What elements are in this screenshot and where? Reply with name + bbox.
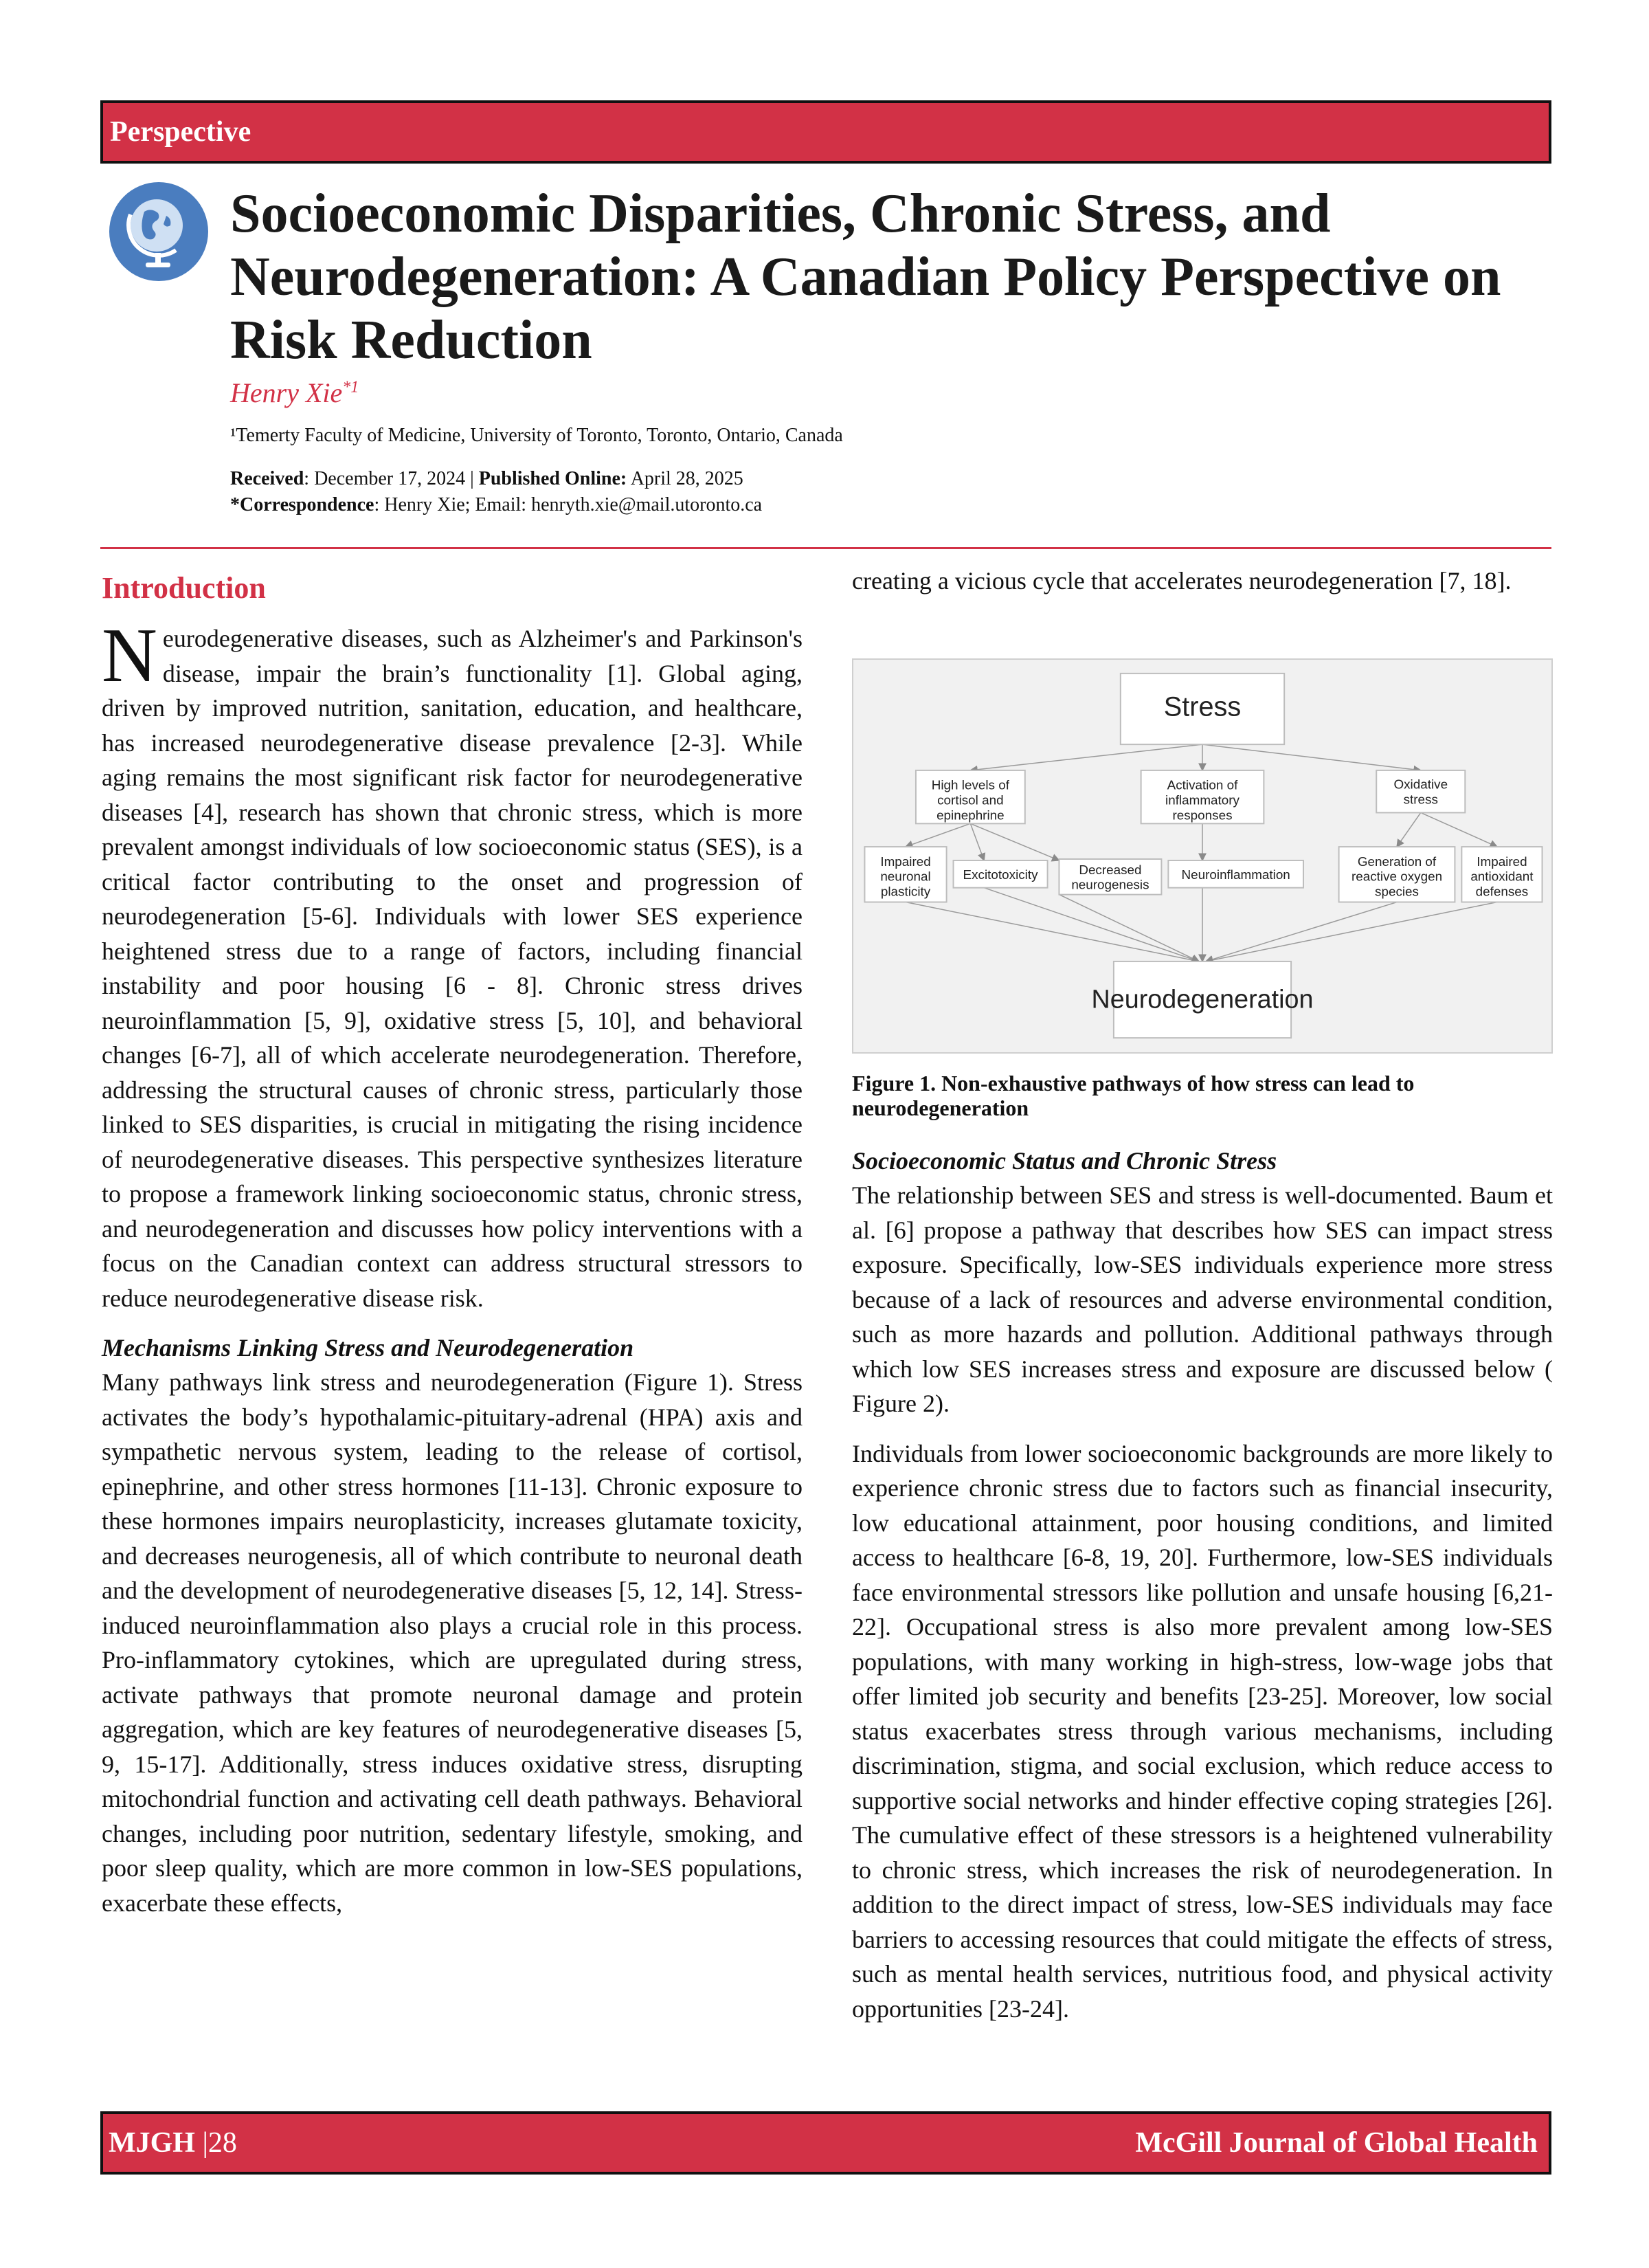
node-oxidative: Oxidative stress (1393, 777, 1448, 807)
node-stress: Stress (1163, 691, 1242, 722)
node-plasticity: Impaired neuronal plasticity (880, 854, 931, 899)
right-column-top (852, 564, 1553, 599)
section-banner (100, 100, 1551, 164)
affiliation: ¹Temerty Faculty of Medicine, University of Toronto, Toronto, Ontario, Canada (230, 425, 843, 446)
node-inflammatory: Activation of inflammatory responses (1165, 777, 1239, 823)
correspondence-value: : Henry Xie; Email: henryth.xie@mail.utoronto.ca (374, 494, 763, 515)
node-ros: Generation of reactive oxygen species (1351, 854, 1443, 899)
ses-paragraph-1: The relationship between SES and stress is well-documented. Baum et al. [6] propose a pathway that describes how SES can impact stress exposure. Specifically, low-SES individuals experience more stress because of a lack of resources and adverse environmental condition, such as more hazards and pollution. Additional pathways through which low SES increases stress and exposure are discussed below ( Figure 2). (852, 1181, 1553, 1417)
right-column-bottom (852, 1144, 1553, 2026)
globe-icon (107, 180, 210, 283)
published-label: Published Online: (478, 468, 627, 489)
author-name: Henry Xie (230, 377, 343, 408)
footer-left (109, 2126, 237, 2159)
received-label: Received (230, 468, 304, 489)
ses-paragraph-2: Individuals from lower socioeconomic backgrounds are more likely to experience chronic stress due to factors such as financial insecurity, low educational attainment, poor housing conditions, and limited access to healthcare [6-8, 19, 20]. Furthermore, low-SES individuals face environmental stressors like pollution and unsafe housing [6,21-22]. Occupational stress is also more prevalent among low-SES populations, with many working in high-stress, low-wage jobs that offer limited job security and benefits [23-25]. Moreover, low social status exacerbates stress through various mechanisms, including discrimination, stigma, and social exclusion, which reduce access to supportive social networks and hinder effective coping strategies [26]. The cumulative effect of these stressors is a heightened vulnerability to chronic stress, which increases the risk of neurodegeneration. In addition to the direct impact of stress, low-SES individuals may face barriers to accessing resources that could mitigate the effects of stress, such as mental health services, nutritious food, and physical activity opportunities [23-24]. (852, 1439, 1553, 2023)
journal-name: McGill Journal of Global Health (1135, 2127, 1538, 2159)
node-neurodegeneration: Neurodegeneration (1091, 984, 1314, 1014)
continuation-paragraph: creating a vicious cycle that accelerates neurodegeneration [7, 18]. (852, 567, 1512, 594)
figure-1 (852, 658, 1553, 1054)
received-value: : December 17, 2024 | (304, 468, 479, 489)
node-neurogenesis: Decreased neurogenesis (1071, 862, 1149, 892)
section-label: Perspective (110, 116, 251, 148)
left-column (102, 564, 803, 1920)
page-number: |28 (194, 2127, 237, 2159)
node-antioxidant: Impaired antioxidant defenses (1470, 854, 1534, 899)
stress-pathway-diagram (853, 660, 1551, 1052)
intro-paragraph (102, 613, 803, 1315)
mechanisms-heading: Mechanisms Linking Stress and Neurodegeneration (102, 1334, 634, 1361)
article-title: Socioeconomic Disparities, Chronic Stress, and Neurodegeneration: A Canadian Policy Perspective on Risk Reduction (230, 184, 1501, 370)
journal-abbrev: MJGH (109, 2127, 195, 2159)
author-line (230, 377, 359, 409)
author-marks: *1 (342, 378, 359, 397)
intro-text: eurodegenerative diseases, such as Alzheimer's and Parkinson's disease, impair the brain’s functionality [1]. Global aging, driven by improved nutrition, sanitation, education, and healthcare, has increased neurodegenerative disease prevalence [2-3]. While aging remains the most significant risk factor for neurodegenerative diseases [4], research has shown that chronic stress, which is more prevalent amongst individuals of low socioeconomic status (SES), is a critical factor contributing to the onset and progression of neurodegeneration [5-6]. Individuals with lower SES experience heightened stress due to a range of factors, including financial instability and poor housing [6 - 8]. Chronic stress drives neuroinflammation [5, 9], oxidative stress [5, 10], and behavioral changes [6-7], all of which accelerate neurodegeneration. Therefore, addressing the structural causes of chronic stress, particularly those linked to SES disparities, is crucial in mitigating the rising incidence of neurodegenerative diseases. This perspective synthesizes literature to propose a framework linking socioeconomic status, chronic stress, and neurodegeneration and discusses how policy interventions with a focus on the Canadian context can address structural stressors to reduce neurodegenerative disease risk. (102, 625, 803, 1312)
header-divider (100, 547, 1551, 549)
footer-banner (100, 2111, 1551, 2175)
node-excitotoxicity: Excitotoxicity (963, 867, 1038, 882)
introduction-heading: Introduction (102, 571, 266, 605)
correspondence-label: *Correspondence (230, 494, 374, 515)
mechanisms-paragraph: Many pathways link stress and neurodegeneration (Figure 1). Stress activates the body’s hypothalamic-pituitary-adrenal (HPA) axis and sympathetic nervous system, leading to the release of cortisol, epinephrine, and other stress hormones [11-13]. Chronic exposure to these hormones impairs neuroplasticity, increases glutamate toxicity, and decreases neurogenesis, all of which contribute to neuronal death and the development of neurodegenerative diseases [5, 12, 14]. Stress-induced neuroinflammation also plays a crucial role in this process. Pro-inflammatory cytokines, which are upregulated during stress, activate pathways that promote neuronal damage and protein aggregation, which are key features of neurodegenerative diseases [5, 9, 15-17]. Additionally, stress induces oxidative stress, disrupting mitochondrial function and activating cell death pathways. Behavioral changes, including poor nutrition, sedentary lifestyle, smoking, and poor sleep quality, which are more common in low-SES populations, exacerbate these effects, (102, 1368, 803, 1917)
node-cortisol: High levels of cortisol and epinephrine (931, 777, 1009, 823)
ses-heading: Socioeconomic Status and Chronic Stress (852, 1147, 1277, 1175)
node-neuroinflammation: Neuroinflammation (1181, 867, 1290, 882)
drop-cap: N (102, 613, 157, 698)
article-dates (230, 466, 762, 518)
published-value: April 28, 2025 (627, 468, 743, 489)
figure-caption: Figure 1. Non-exhaustive pathways of how stress can lead to neurodegeneration (852, 1071, 1415, 1120)
